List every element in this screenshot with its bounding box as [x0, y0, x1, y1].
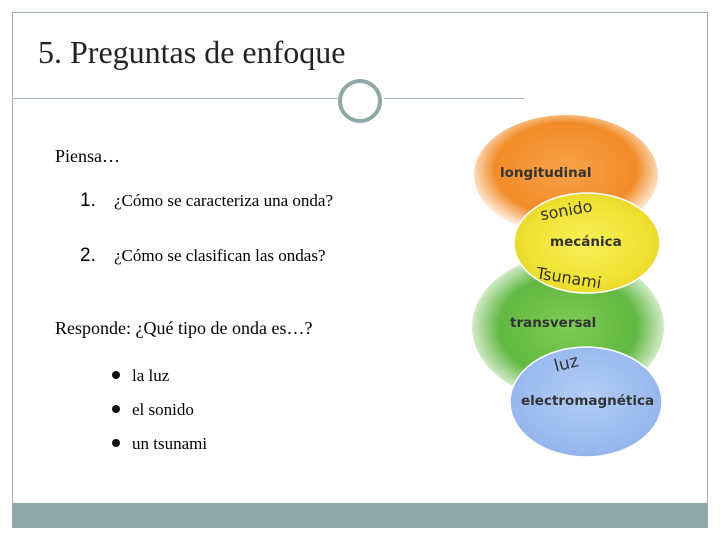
- question-2: [80, 245, 326, 267]
- question-number: 2.: [80, 245, 96, 266]
- label-electromagnetica: electromagnética: [521, 393, 655, 409]
- question-text: ¿Cómo se caracteriza una onda?: [114, 191, 333, 210]
- label-tsunami: Tsunami: [534, 263, 603, 293]
- list-item: [112, 400, 194, 420]
- list-item-text: el sonido: [132, 400, 194, 419]
- label-transversal: transversal: [510, 315, 597, 331]
- list-item-text: la luz: [132, 366, 170, 385]
- title-divider-right: [384, 98, 524, 99]
- question-number: 1.: [80, 190, 96, 211]
- intro-text: Piensa…: [55, 146, 120, 166]
- title-divider-left: [12, 98, 338, 99]
- bullet-dot-icon: [112, 405, 120, 413]
- bullet-dot-icon: [112, 371, 120, 379]
- bullet-dot-icon: [112, 439, 120, 447]
- label-sonido: sonido: [538, 196, 594, 225]
- question-text: ¿Cómo se clasifican las ondas?: [114, 246, 326, 265]
- list-item: [112, 366, 169, 386]
- footer-bar: [12, 503, 708, 528]
- list-item-text: un tsunami: [132, 434, 208, 453]
- prompt-text: Responde: ¿Qué tipo de onda es…?: [55, 318, 313, 338]
- slide-title: 5. Preguntas de enfoque: [38, 34, 346, 70]
- label-mecanica: mecánica: [550, 234, 622, 250]
- question-1: [80, 190, 333, 212]
- list-item: [112, 434, 207, 454]
- label-luz: luz: [552, 351, 581, 377]
- wave-types-diagram: [470, 115, 680, 460]
- title-circle-ornament: [338, 79, 382, 123]
- label-longitudinal: longitudinal: [500, 165, 592, 181]
